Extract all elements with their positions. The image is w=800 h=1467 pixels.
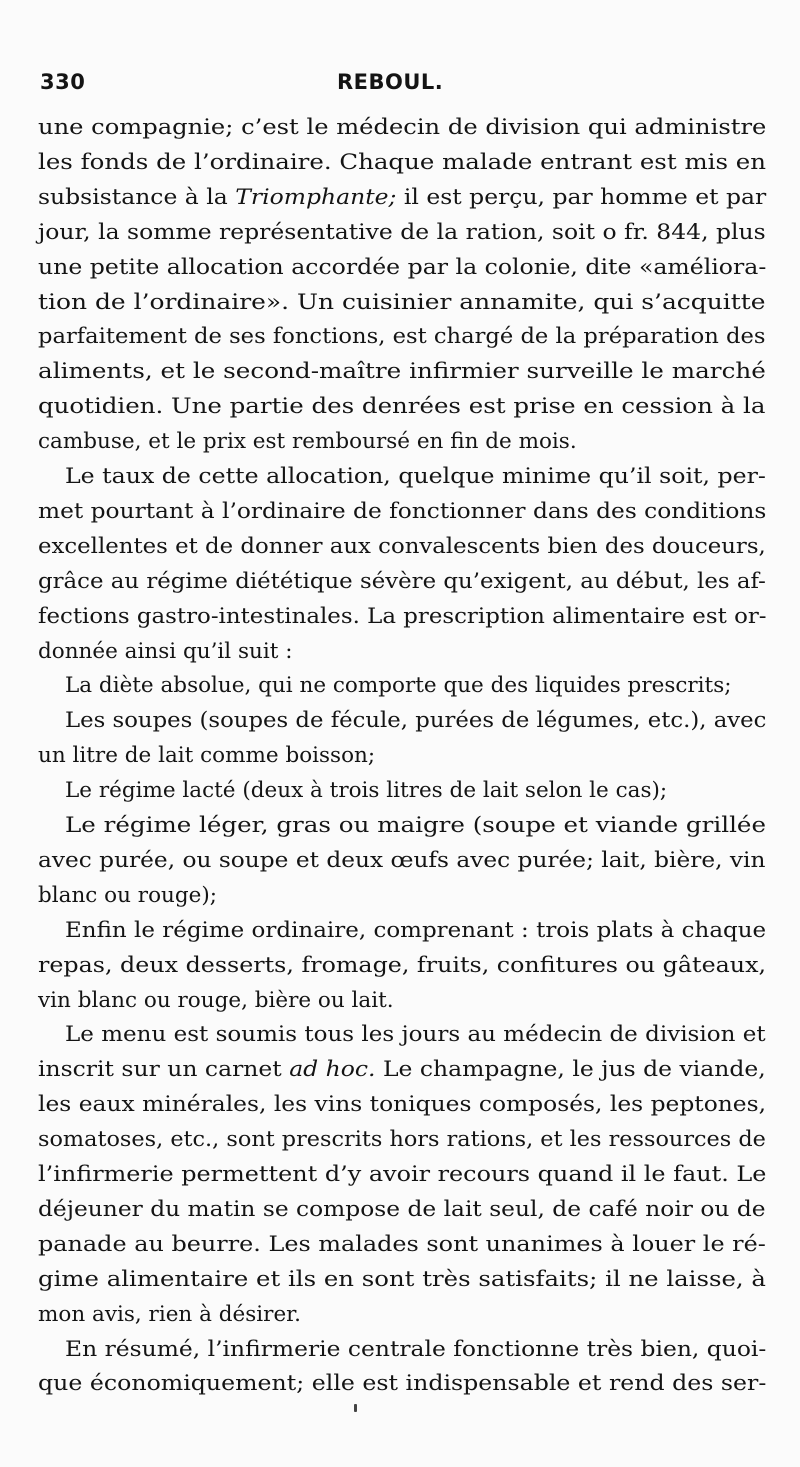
text-line: panade au beurre. Les malades sont unanimes à louer le ré- bbox=[38, 1231, 766, 1257]
text-line: gime alimentaire et ils en sont très satisfaits; il ne laisse, à bbox=[38, 1266, 766, 1292]
page-number: 330 bbox=[40, 70, 86, 94]
text-line: que économiquement; elle est indispensable et rend des ser- bbox=[38, 1371, 767, 1397]
text-line: une petite allocation accordée par la colonie, dite «améliora- bbox=[38, 254, 767, 280]
text-line: somatoses, etc., sont prescrits hors rations, et les ressources de bbox=[38, 1127, 766, 1153]
text-line: excellentes et de donner aux convalescents bien des douceurs, bbox=[38, 533, 766, 559]
text-line: En résumé, l’infirmerie centrale fonctionne très bien, quoi- bbox=[65, 1336, 767, 1362]
line-segment: Le champagne, le jus de viande, bbox=[375, 1057, 766, 1083]
text-line: fections gastro-intestinales. La prescription alimentaire est or- bbox=[38, 603, 767, 629]
text-line: repas, deux desserts, fromage, fruits, confitures ou gâteaux, bbox=[38, 952, 767, 978]
text-line bbox=[38, 180, 766, 215]
text-line: La diète absolue, qui ne comporte que des liquides prescrits; bbox=[65, 673, 732, 699]
text-line: met pourtant à l’ordinaire de fonctionner dans des conditions bbox=[38, 498, 767, 524]
text-line: grâce au régime diététique sévère qu’exigent, au début, les af- bbox=[38, 568, 766, 594]
text-line: Le régime lacté (deux à trois litres de lait selon le cas); bbox=[65, 778, 668, 804]
text-line: quotidien. Une partie des denrées est prise en cession à la bbox=[38, 394, 766, 420]
text-line: tion de l’ordinaire». Un cuisinier annamite, qui s’acquitte bbox=[38, 289, 766, 315]
text-line: Le taux de cette allocation, quelque minime qu’il soit, per- bbox=[65, 464, 766, 489]
text-line bbox=[38, 1052, 766, 1087]
print-speck bbox=[354, 1404, 357, 1412]
text-line: l’infirmerie permettent d’y avoir recours quand il le faut. Le bbox=[38, 1162, 767, 1187]
line-segment: il est perçu, par homme et par bbox=[396, 184, 767, 210]
text-line: les fonds de l’ordinaire. Chaque malade entrant est mis en bbox=[38, 149, 767, 175]
text-line: Le menu est soumis tous les jours au médecin de division et bbox=[65, 1022, 766, 1048]
text-line: Les soupes (soupes de fécule, purées de légumes, etc.), avec bbox=[65, 708, 767, 734]
line-segment: subsistance à la bbox=[38, 184, 236, 210]
text-line: déjeuner du matin se compose de lait seul, de café noir ou de bbox=[38, 1196, 766, 1222]
text-line: vin blanc ou rouge, bière ou lait. bbox=[38, 987, 394, 1013]
text-line: Le régime léger, gras ou maigre (soupe et viande grillée bbox=[65, 813, 766, 838]
running-head: REBOUL. bbox=[337, 70, 444, 94]
text-line: aliments, et le second-maître infirmier surveille le marché bbox=[38, 359, 766, 385]
line-segment: inscrit sur un carnet bbox=[38, 1057, 290, 1083]
text-line: mon avis, rien à désirer. bbox=[38, 1301, 301, 1327]
text-line: cambuse, et le prix est remboursé en fin de mois. bbox=[38, 429, 577, 455]
text-line: donnée ainsi qu’il suit : bbox=[38, 638, 293, 664]
text-line: une compagnie; c’est le médecin de division qui administre bbox=[38, 115, 767, 140]
text-line: blanc ou rouge); bbox=[38, 882, 217, 908]
text-line: les eaux minérales, les vins toniques composés, les peptones, bbox=[38, 1092, 767, 1118]
text-line: parfaitement de ses fonctions, est chargé de la préparation des bbox=[38, 324, 766, 350]
text-line: Enfin le régime ordinaire, comprenant : trois plats à chaque bbox=[65, 917, 767, 943]
text-line: avec purée, ou soupe et deux œufs avec purée; lait, bière, vin bbox=[38, 847, 766, 873]
italic-term: Triomphante; bbox=[235, 184, 397, 210]
text-line: jour, la somme représentative de la ration, soit o fr. 844, plus bbox=[38, 219, 766, 245]
text-line: un litre de lait comme boisson; bbox=[38, 743, 376, 769]
italic-term: ad hoc. bbox=[289, 1057, 376, 1083]
